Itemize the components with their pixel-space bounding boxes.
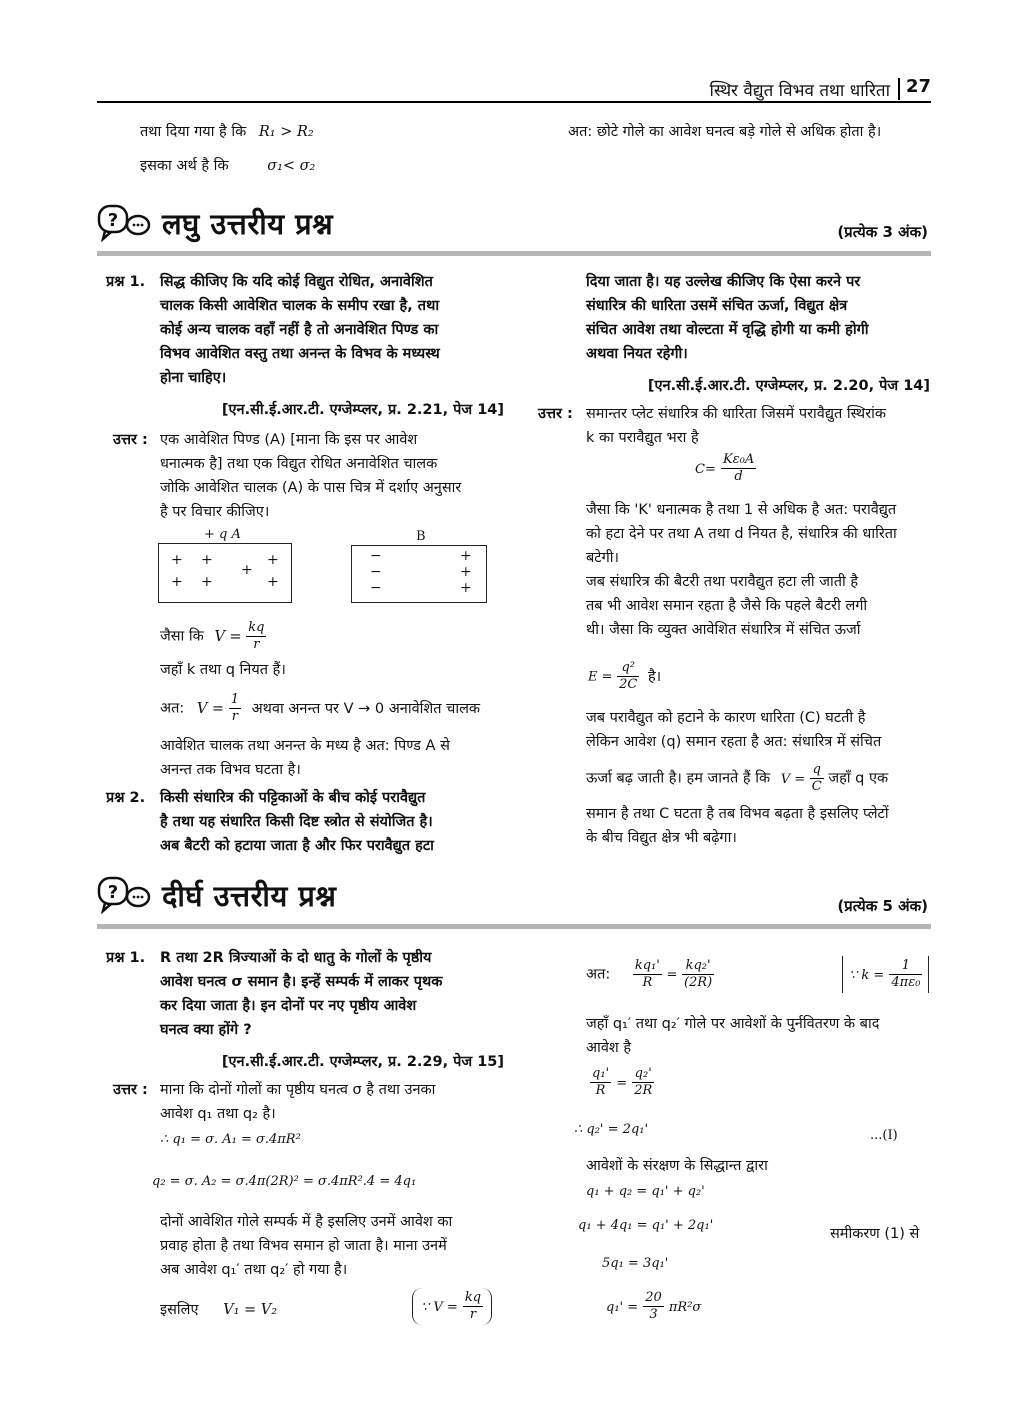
q2-label: प्रश्न 2. [106, 790, 146, 806]
a2-end-text: जब परावैद्युत को हटाने के कारण धारिता (C) घटती है लेकिन आवेश (q) समान रहता है अत: संधारित्र में संचित [586, 710, 882, 750]
running-header-title: स्थिर वैद्युत विभव तथा धारिता [709, 81, 890, 101]
a3-right-eq6: 5q₁ = 3q₁' [602, 1256, 669, 1271]
charged-conductor-a: + + + + + + + [158, 543, 292, 603]
fig-label-b: B [416, 529, 426, 544]
page-number: 27 [906, 76, 932, 97]
a3-k-bracket: ∵ k = $\frac{1}{\text{4πε₀}}$ [842, 956, 929, 993]
section-bar-short [97, 251, 931, 256]
uncharged-conductor-b: − − − + + + [351, 545, 487, 603]
q3-text: R तथा 2R त्रिज्याओं के दो धातु के गोलों के पृष्ठीय आवेश घनत्व σ समान है। इन्हें सम्पर्क में लाकर पृथक कर दिया जाता है। इन दोनों पर नए पृष्ठीय आवेश घनत्व क्या होंगे ? [160, 950, 443, 1038]
a1-eq1: जैसा कि V = $\frac{kq}{r}$ [160, 620, 265, 652]
a3-therefore: इसलिए V₁ = V₂ [160, 1302, 278, 1318]
question-bubble-icon [97, 204, 151, 246]
a3-paragraph: दोनों आवेशित गोले सम्पर्क में है इसलिए उनमें आवेश का प्रवाह होता है तथा विभव समान हो जाता है। माना उनमें अब आवेश q₁′ तथा q₂′ हो गया है। [160, 1214, 453, 1278]
q2-reference: [एन.सी.ई.आर.टी. एग्जेम्प्लर, प्र. 2.20, पेज 14] [647, 378, 930, 394]
top-left-line2: इसका अर्थ है कि σ₁< σ₂ [140, 158, 316, 174]
a3-label: उत्तर : [113, 1082, 148, 1098]
a2-mid-text: जैसा कि 'K' धनात्मक है तथा 1 से अधिक है अत: परावैद्युत को हटा देने पर तथा A तथा d नियत है, संधारित्र की धारिता बटेगी। जब संधारित्र की बैटरी तथा परावैद्युत हटा ली जाती है तब भी आवेश समान रहता है जैसे कि पहले बैटरी लगी थी। जैसा कि व्युक्त आवेशित संधारित्र में संचित ऊर्जा [586, 502, 897, 638]
svg-text:?: ? [107, 882, 119, 903]
a1-tail: आवेशित चालक तथा अनन्त के मध्य है अत: पिण्ड A से अनन्त तक विभव घटता है। [160, 738, 450, 778]
a3-right-text: जहाँ q₁′ तथा q₂′ गोले पर आवेशों के पुर्नवितरण के बाद आवेश है [586, 1016, 880, 1056]
q1-text: सिद्ध कीजिए कि यदि कोई विद्युत रोधित, अनावेशित चालक किसी आवेशित चालक के समीप रखा है, तथा कोई अन्य चालक वहाँ नहीं है तो अनावेशित पिण्ड का विभव आवेशित वस्तु तथा अनन्त के विभव के मध्यस्थ होना चाहिए। [160, 274, 440, 386]
fig-label-a: + q A [204, 527, 241, 542]
a3-eq2: q₂ = σ. A₂ = σ.4π(2R)² = σ.4πR².4 = 4q₁ [152, 1174, 417, 1189]
a3-right-eq4: q₁ + q₂ = q₁' + q₂' [586, 1184, 705, 1199]
a3-right-eq1: अत: $\frac{\text{kq₁'}}{R}$ = $\frac{\text{kq₂'}}{(2R)}$ [586, 958, 713, 990]
a3-right-eq3: ∴ q₂' = 2q₁' [574, 1122, 649, 1137]
q2-text-left: किसी संधारित्र की पट्टिकाओं के बीच कोई परावैद्युत है तथा यह संधारित किसी दिष्ट स्त्रोत से संयोजित है। अब बैटरी को हटाया जाता है और फिर परावैद्युत हटा [160, 790, 434, 854]
a2-text: समान्तर प्लेट संधारित्र की धारिता जिसमें परावैद्युत स्थिरांक k का परावैद्युत भरा है [586, 406, 887, 446]
a1-line-k: जहाँ k तथा q नियत हैं। [160, 662, 286, 678]
section-marks-long: (प्रत्येक 5 अंक) [837, 897, 928, 915]
q1-reference: [एन.सी.ई.आर.टी. एग्जेम्प्लर, प्र. 2.21, पेज 14] [221, 402, 504, 418]
a3-right-eq5-tag: समीकरण (1) से [830, 1226, 920, 1242]
header-separator [898, 78, 900, 100]
a3-because-box: ∵ V = $\frac{kq}{r}$ [412, 1288, 492, 1325]
a3-text: माना कि दोनों गोलों का पृष्ठीय घनत्व σ है तथा उनका आवेश q₁ तथा q₂ है। [160, 1082, 436, 1122]
a2-final-text: समान है तथा C घटता है तब विभव बढ़ता है इसलिए प्लेटों के बीच विद्युत क्षेत्र भी बढ़ेगा। [586, 806, 889, 846]
section-title-short-answer: लघु उत्तरीय प्रश्न [162, 207, 334, 241]
top-left-line1: तथा दिया गया है कि R₁ > R₂ [140, 124, 314, 140]
a2-label: उत्तर : [538, 406, 573, 422]
a3-right-eq7: q₁' = $\frac{20}{3}$ πR²σ [606, 1290, 702, 1322]
question-bubble-icon-2 [97, 876, 151, 918]
a1-label: उत्तर : [113, 432, 148, 448]
top-right-text: अत: छोटे गोले का आवेश घनत्व बड़े गोले से अधिक होता है। [568, 124, 882, 140]
a2-energy-eq: E = $\frac{\text{q²}}{2C}$ है। [588, 660, 662, 692]
q1-label: प्रश्न 1. [106, 274, 146, 290]
a2-capacitance-eq: C= $\frac{\text{Kε₀A}}{d}$ [695, 452, 755, 484]
a2-voltage-line: ऊर्जा बढ़ जाती है। हम जानते हैं कि V = $\frac{q}{C}$ जहाँ q एक [586, 762, 889, 794]
q3-label: प्रश्न 1. [106, 950, 146, 966]
q2-text-right: दिया जाता है। यह उल्लेख कीजिए कि ऐसा करने पर संधारित्र की धारिता उसमें संचित ऊर्जा, विद्युत क्षेत्र संचित आवेश तथा वोल्टता में वृद्धि होगी या कमी होगी अथवा नियत रहेगी। [586, 274, 869, 362]
section-marks-short: (प्रत्येक 3 अंक) [837, 223, 928, 241]
a3-right-eq2: $\frac{\text{q₁'}}{R}$ = $\frac{\text{q₂'}}{2R}$ [592, 1066, 653, 1098]
a3-right-eq3-tag: ...(I) [870, 1128, 898, 1143]
header-rule [97, 101, 931, 103]
a1-eq2: अत: V = $\frac{1}{r}$ अथवा अनन्त पर V → 0 अनावेशित चालक [160, 692, 481, 724]
a1-text: एक आवेशित पिण्ड (A) [माना कि इस पर आवेश धनात्मक है] तथा एक विद्युत रोधित अनावेशित चालक जोकि आवेशित चालक (A) के पास चित्र में दर्शाए अनुसार है पर विचार कीजिए। [160, 432, 462, 520]
a3-right-conservation: आवेशों के संरक्षण के सिद्धान्त द्वारा [586, 1158, 768, 1174]
svg-text:?: ? [107, 210, 119, 231]
a3-right-eq5: q₁ + 4q₁ = q₁' + 2q₁' [578, 1218, 714, 1233]
section-bar-long [97, 924, 931, 929]
a3-eq1: ∴ q₁ = σ. A₁ = σ.4πR² [160, 1132, 301, 1147]
q3-reference: [एन.सी.ई.आर.टी. एग्जेम्प्लर, प्र. 2.29, पेज 15] [221, 1054, 504, 1070]
section-title-long-answer: दीर्घ उत्तरीय प्रश्न [162, 879, 337, 913]
